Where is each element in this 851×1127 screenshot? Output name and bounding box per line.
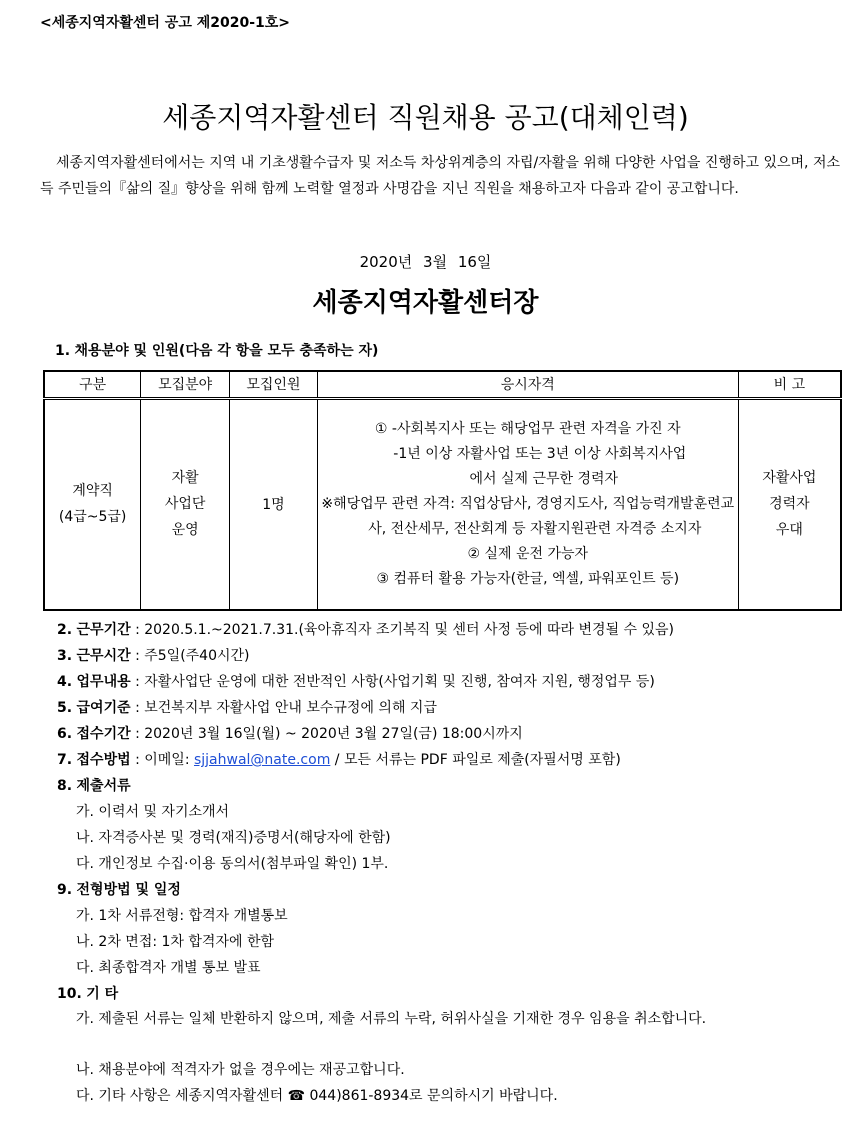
cell-qualification xyxy=(317,398,738,610)
table-row xyxy=(44,398,841,610)
page-title: 세종지역자활센터 직원채용 공고(대체인력) xyxy=(162,101,689,134)
qualification-line: ① -사회복지사 또는 해당업무 관련 자격을 가진 자 xyxy=(374,420,681,437)
section-4-text: : 자활사업단 운영에 대한 전반적인 사항(사업기획 및 진행, 참여자 지원, 행정업무 등) xyxy=(135,674,655,690)
note-line: 자활사업 xyxy=(762,470,817,487)
list-item: 가. 1차 서류전형: 합격자 개별통보 xyxy=(76,908,288,924)
header-count: 모집인원 xyxy=(230,371,318,398)
list-item: 나. 채용분야에 적격자가 없을 경우에는 재공고합니다. xyxy=(76,1062,405,1078)
section-1-heading xyxy=(55,340,378,360)
section-9-number: 9. xyxy=(57,882,73,898)
header-note: 비 고 xyxy=(738,371,841,398)
section-9-heading xyxy=(57,879,181,899)
email-link[interactable]: sjjahwal@nate.com xyxy=(193,752,331,768)
section-7-number: 7. xyxy=(57,752,73,768)
section-5 xyxy=(57,697,437,717)
table-header-row xyxy=(44,371,841,398)
cell-count: 1명 xyxy=(230,398,318,610)
section-8-heading xyxy=(57,775,131,795)
section-7-text: : 이메일: xyxy=(135,752,194,768)
intro-paragraph: 세종지역자활센터에서는 지역 내 기초생활수급자 및 저소득 차상위계층의 자립/자활을 위해 다양한 사업을 진행하고 있으며, 저소득 주민들의『삶의 질』향상을 위해 함께 노력할 열정과 사명감을 지닌 직원을 채용하고자 다음과 같이 공고합니다. xyxy=(40,155,840,197)
section-6-text: : 2020년 3월 16일(월) ~ 2020년 3월 27일(금) 18:00시까지 xyxy=(135,726,523,742)
section-3 xyxy=(57,645,250,665)
section-3-text: : 주5일(주40시간) xyxy=(135,648,250,664)
list-item: 다. 개인정보 수집·이용 동의서(첨부파일 확인) 1부. xyxy=(76,856,389,872)
note-line: 경력자 xyxy=(769,496,810,513)
qualification-line: -1년 이상 자활사업 또는 3년 이상 사회복지사업 xyxy=(393,445,687,462)
section-3-label: 근무시간 xyxy=(76,648,131,664)
section-1-title: 채용분야 및 인원(다음 각 항을 모두 충족하는 자) xyxy=(74,343,379,359)
section-9-label: 전형방법 및 일정 xyxy=(76,882,181,898)
list-item: 가. 제출된 서류는 일체 반환하지 않으며, 제출 서류의 누락, 허위사실을 기재한 경우 임용을 취소합니다. xyxy=(76,1011,707,1027)
header-type: 구분 xyxy=(44,371,141,398)
issuer-name: 세종지역자활센터장 xyxy=(312,288,539,318)
list-item: 나. 자격증사본 및 경력(재직)증명서(해당자에 한함) xyxy=(76,830,391,846)
section-5-number: 5. xyxy=(57,700,73,716)
list-item: 가. 이력서 및 자기소개서 xyxy=(76,804,230,820)
section-2-number: 2. xyxy=(57,622,73,638)
section-4-label: 업무내용 xyxy=(76,674,131,690)
section-10-label: 기 타 xyxy=(86,986,119,1002)
field-line: 사업단 xyxy=(164,496,206,513)
section-7-label: 접수방법 xyxy=(76,752,131,768)
cell-type xyxy=(44,398,141,610)
qualification-line: ③ 컴퓨터 활용 가능자(한글, 엑셀, 파워포인트 등) xyxy=(376,570,680,587)
field-line: 자활 xyxy=(171,470,199,487)
field-line: 운영 xyxy=(171,522,199,539)
qualification-line: ※해당업무 관련 자격: 직업상담사, 경영지도사, 직업능력개발훈련교사, 전산세무, 전산회계 등 자활지원관련 자격증 소지자 xyxy=(321,495,735,537)
recruit-table xyxy=(43,370,842,611)
section-2-text: : 2020.5.1.~2021.7.31.(육아휴직자 조기복직 및 센터 사정 등에 따라 변경될 수 있음) xyxy=(135,622,675,638)
section-2 xyxy=(57,619,674,639)
section-7-text: / 모든 서류는 PDF 파일로 제출(자필서명 포함) xyxy=(330,752,621,768)
section-3-number: 3. xyxy=(57,648,73,664)
section-2-label: 근무기간 xyxy=(76,622,131,638)
section-4-number: 4. xyxy=(57,674,73,690)
cell-field xyxy=(141,398,230,610)
section-8-number: 8. xyxy=(57,778,73,794)
type-line: (4급~5급) xyxy=(58,509,127,526)
notice-number: <세종지역자활센터 공고 제2020-1호> xyxy=(40,15,291,31)
header-qualification: 응시자격 xyxy=(317,371,738,398)
section-4 xyxy=(57,671,655,691)
header-field: 모집분야 xyxy=(141,371,230,398)
list-item: 다. 최종합격자 개별 통보 발표 xyxy=(76,960,261,976)
note-line: 우대 xyxy=(775,522,803,539)
section-8-label: 제출서류 xyxy=(76,778,131,794)
list-item: 다. 기타 사항은 세종지역자활센터 ☎ 044)861-8934로 문의하시기 바랍니다. xyxy=(76,1088,558,1104)
qualification-line: ② 실제 운전 가능자 xyxy=(467,545,589,562)
section-6-label: 접수기간 xyxy=(76,726,131,742)
section-6 xyxy=(57,723,523,743)
list-item: 나. 2차 면접: 1차 합격자에 한함 xyxy=(76,934,274,950)
section-7 xyxy=(57,749,621,769)
section-6-number: 6. xyxy=(57,726,73,742)
section-1-number: 1. xyxy=(55,343,71,359)
type-line: 계약직 xyxy=(72,483,113,500)
notice-date: 2020년 3월 16일 xyxy=(359,253,492,271)
section-10-heading xyxy=(57,983,118,1003)
section-5-text: : 보건복지부 자활사업 안내 보수규정에 의해 지급 xyxy=(135,700,437,716)
section-5-label: 급여기준 xyxy=(76,700,131,716)
qualification-line: 에서 실제 근무한 경력자 xyxy=(469,470,619,487)
section-10-number: 10. xyxy=(57,986,82,1002)
cell-note xyxy=(738,398,841,610)
